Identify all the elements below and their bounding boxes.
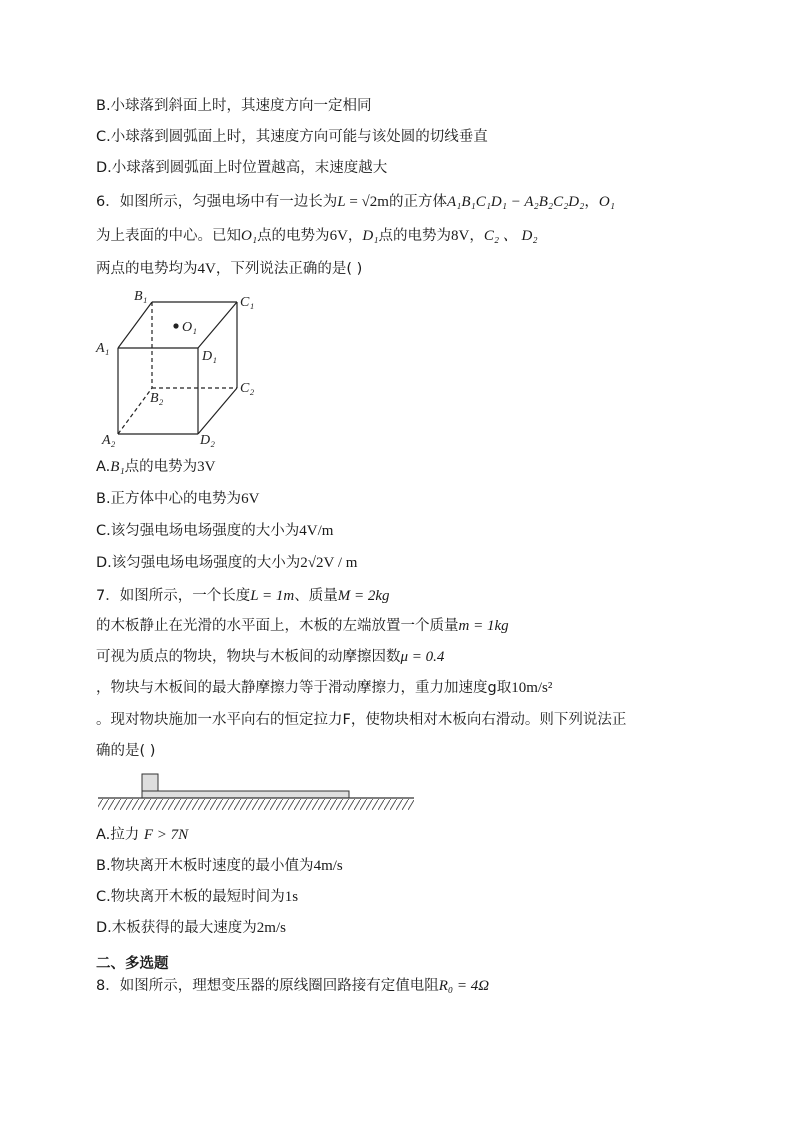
point-o1 (173, 323, 178, 328)
q7-option-d: D.木板获得的最大速度为2m/s (96, 920, 286, 936)
q7-option-b: B.物块离开木板时速度的最小值为4m/s (96, 858, 343, 874)
label-a2: A₂ (102, 433, 116, 448)
q5-option-c: C.小球落到圆弧面上时，其速度方向可能与该处圆的切线垂直 (96, 129, 488, 145)
label-b1: B₁ (134, 289, 148, 304)
cube-diagram (92, 284, 272, 450)
label-d2: D₂ (200, 433, 215, 448)
q5-option-b: B.小球落到斜面上时，其速度方向一定相同 (96, 98, 372, 114)
label-a1: A₁ (96, 341, 110, 356)
cube-label: A₁B₁C₁D₁ − A₂B₂C₂D₂ (446, 194, 585, 210)
edge-c1-d1 (198, 302, 237, 348)
q7-option-a: A.拉力 F > 7N (96, 827, 189, 843)
block (142, 774, 158, 791)
section-heading-multiple-choice: 二、多选题 (96, 956, 169, 972)
label-d1: D₁ (202, 349, 217, 364)
q7-stem-line6: 确的是( ) (96, 743, 156, 759)
board-diagram (96, 770, 418, 816)
q6-stem-line3: 两点的电势均为4V，下列说法正确的是( ) (96, 261, 363, 277)
q7-stem-line4: ，物块与木板间的最大静摩擦力等于滑动摩擦力，重力加速度g取10m/s² (96, 680, 553, 696)
edge-a1-b1 (118, 302, 152, 348)
label-c2: C₂ (240, 381, 255, 396)
q6-option-a: A.B₁点的电势为3V (96, 459, 216, 475)
q7-stem-line1: 7．如图所示，一个长度L = 1m、质量M = 2kg (96, 588, 390, 604)
q5-option-d: D.小球落到圆弧面上时位置越高，末速度越大 (96, 160, 388, 176)
q6-option-c: C.该匀强电场电场强度的大小为4V/m (96, 523, 334, 539)
edge-a2-b2-hidden (118, 388, 152, 434)
label-b2: B₂ (150, 391, 164, 406)
q8-stem-line1: 8．如图所示，理想变压器的原线圈回路接有定值电阻R₀ = 4Ω (96, 978, 490, 994)
q6-option-b: B.正方体中心的电势为6V (96, 491, 260, 507)
label-o1: O₁ (182, 320, 197, 335)
q7-stem-line2: 的木板静止在光滑的水平面上，木板的左端放置一个质量m = 1kg (96, 618, 509, 634)
q7-stem-line5: 。现对物块施加一水平向右的恒定拉力F，使物块相对木板向右滑动。则下列说法正 (96, 712, 627, 728)
q6-stem-line1: 6．如图所示，匀强电场中有一边长为L = √2m的正方体A₁B₁C₁D₁ − A₂B₂C₂D₂，O₁ (96, 194, 615, 210)
edge-d2-c2 (198, 388, 237, 434)
q6-option-d: D.该匀强电场电场强度的大小为2√2V / m (96, 555, 358, 571)
wooden-board (142, 791, 349, 798)
label-c1: C₁ (240, 295, 255, 310)
ground-hatch (98, 799, 414, 810)
q7-stem-line3: 可视为质点的物块，物块与木板间的动摩擦因数μ = 0.4 (96, 649, 445, 665)
q6-stem-line2: 为上表面的中心。已知O₁点的电势为6V，D₁点的电势为8V，C₂ 、 D₂ (96, 228, 538, 244)
q7-option-c: C.物块离开木板的最短时间为1s (96, 889, 299, 905)
